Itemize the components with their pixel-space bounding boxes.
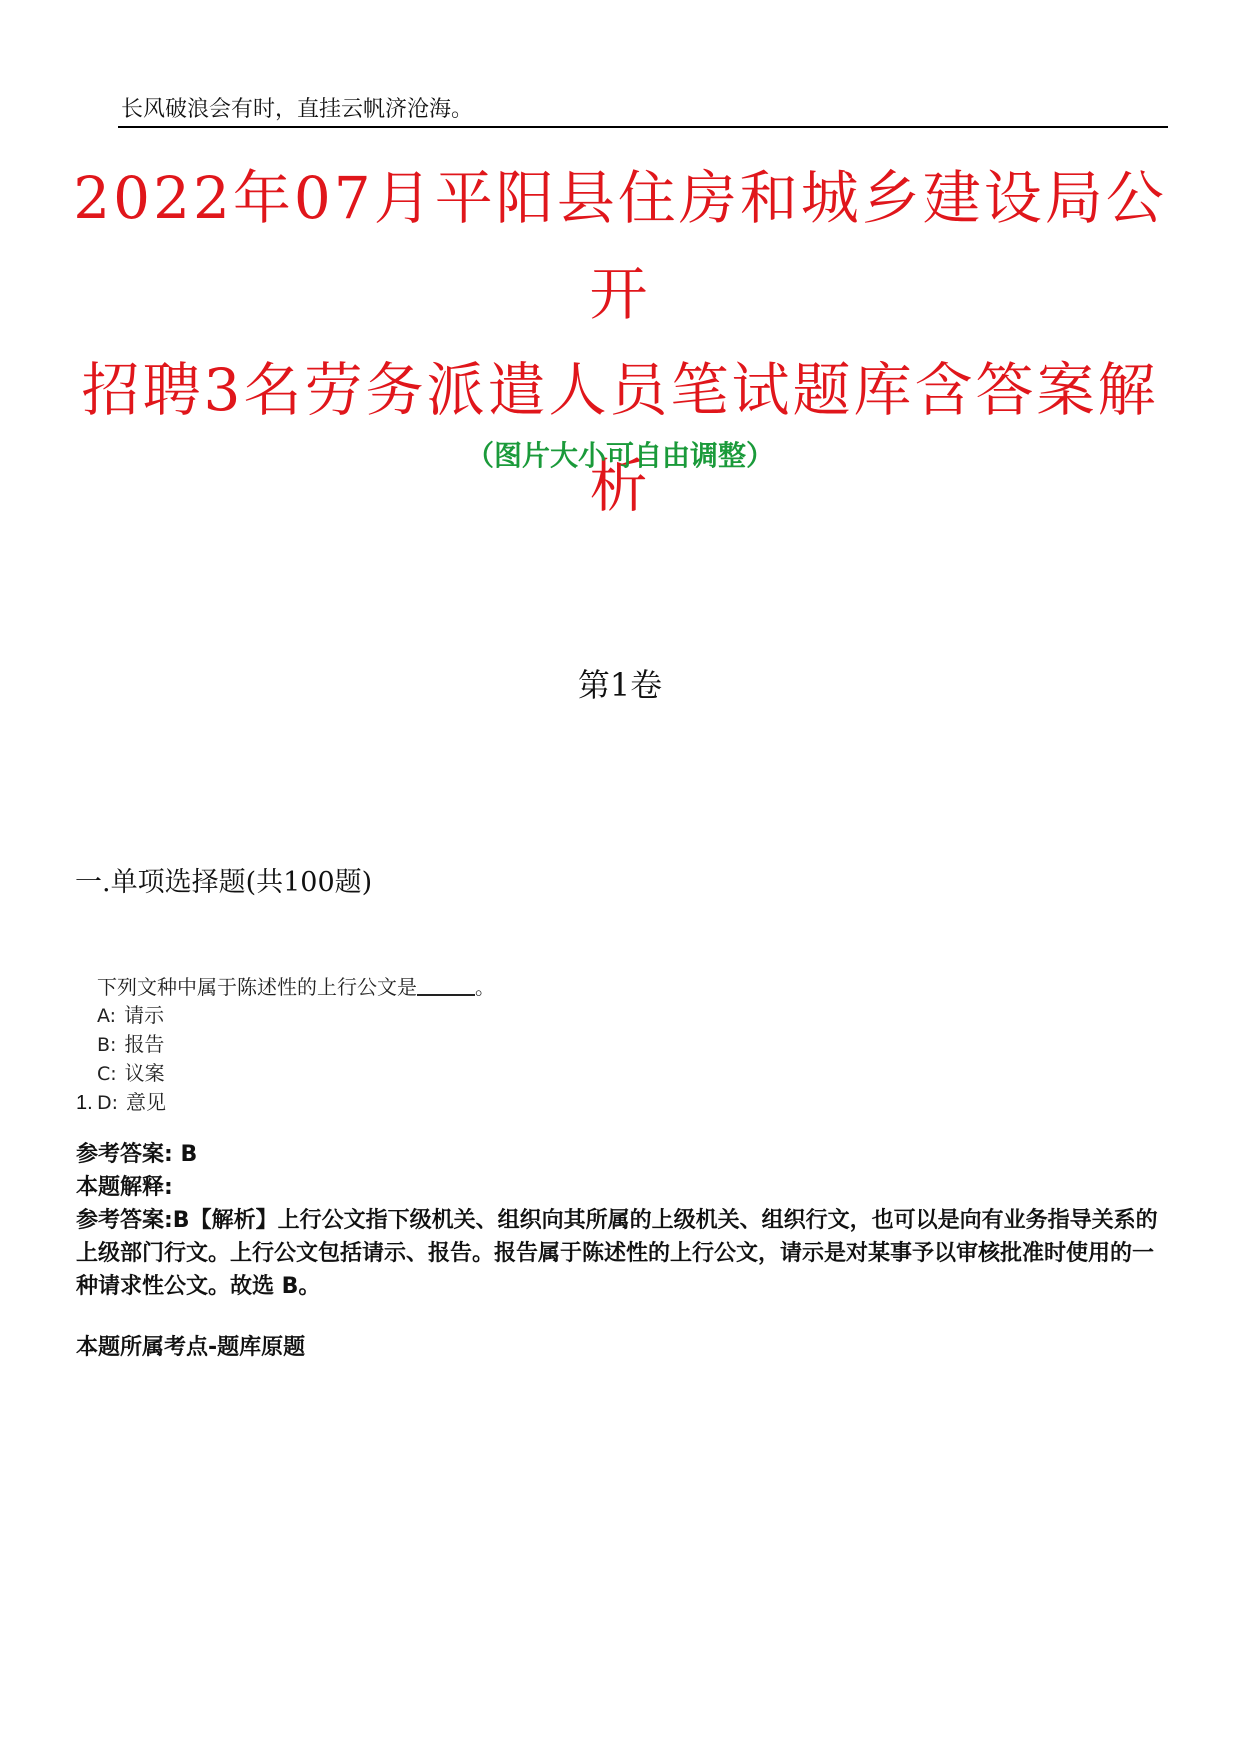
option-a — [97, 1001, 495, 1030]
header-divider — [118, 126, 1168, 128]
option-b-key: B: — [97, 1034, 117, 1056]
option-d — [97, 1088, 495, 1117]
question-number: 1. — [76, 1092, 93, 1114]
option-a-text: 请示 — [124, 1003, 165, 1027]
explanation-text: 参考答案:B【解析】上行公文指下级机关、组织向其所属的上级机关、组织行文，也可以是向有业务指导关系的上级部门行文。上行公文包括请示、报告。报告属于陈述性的上行公文，请示是对某事予以审核批准时使用的一种请求性公文。故选 B。 — [76, 1208, 1158, 1299]
option-b — [97, 1030, 495, 1059]
document-title — [70, 150, 1170, 534]
question-stem — [97, 973, 495, 1001]
title-line-3: 析 — [589, 452, 651, 520]
topic-label: 本题所属考点-题库原题 — [76, 1335, 306, 1360]
answer-block — [76, 1138, 1166, 1303]
title-line-1: 2022年07月平阳县住房和城乡建设局公开 — [73, 164, 1167, 328]
header-motto: 长风破浪会有时，直挂云帆济沧海。 — [121, 97, 474, 122]
document-subtitle: （图片大小可自由调整） — [465, 439, 774, 472]
option-d-text: 意见 — [126, 1090, 167, 1114]
option-c-text: 议案 — [124, 1061, 165, 1085]
question-stem-text: 下列文种中属于陈述性的上行公文是 — [97, 975, 417, 999]
option-b-text: 报告 — [124, 1032, 165, 1056]
question-1 — [97, 973, 495, 1117]
question-stem-end: 。 — [475, 975, 495, 999]
option-d-key: D: — [97, 1092, 119, 1114]
answer-blank — [417, 974, 475, 996]
option-c — [97, 1059, 495, 1088]
option-c-key: C: — [97, 1063, 117, 1085]
section-heading: 一.单项选择题(共100题) — [75, 867, 373, 898]
explanation-label: 本题解释: — [76, 1175, 173, 1200]
reference-answer: 参考答案: B — [76, 1142, 198, 1167]
option-a-key: A: — [97, 1005, 117, 1027]
volume-heading: 第1卷 — [577, 666, 663, 704]
title-line-2: 招聘3名劳务派遣人员笔试题库含答案解 — [81, 356, 1159, 424]
